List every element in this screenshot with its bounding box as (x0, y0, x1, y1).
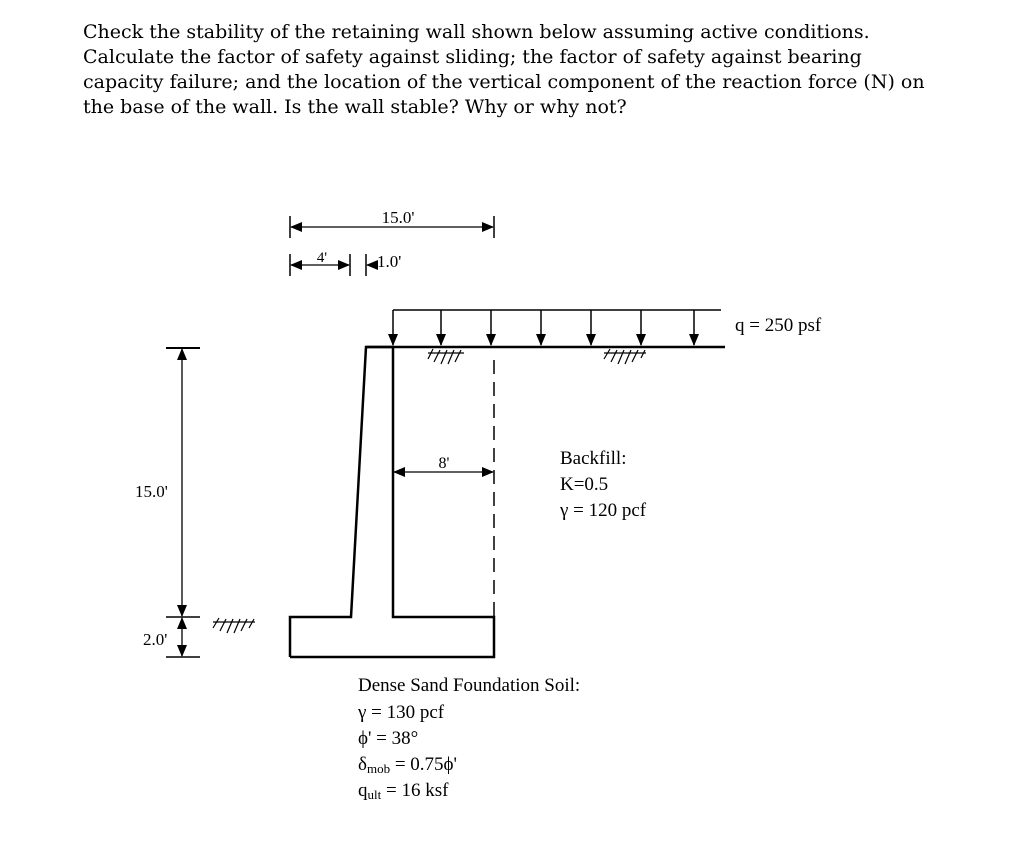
backfill-title: Backfill: (560, 448, 627, 469)
wall-height-dimension (135, 348, 200, 617)
foundation-delta: δmob = 0.75ϕ' (358, 754, 457, 776)
wall-height-label: 15.0' (135, 482, 168, 501)
stem-width-dimension (366, 252, 401, 276)
backfill-gamma: γ = 120 pcf (560, 500, 647, 521)
retaining-wall (290, 347, 494, 657)
foundation-title: Dense Sand Foundation Soil: (358, 675, 581, 696)
foundation-gamma: γ = 130 pcf (358, 702, 445, 723)
backfill-width-label: 8' (438, 455, 450, 472)
toe-width-label: 4' (316, 250, 328, 266)
base-thickness-dimension (143, 618, 200, 657)
stem-width-label: 1.0' (377, 252, 402, 271)
foundation-qult: qult = 16 ksf (358, 780, 449, 802)
base-width-label: 15.0' (381, 208, 415, 227)
backfill-k: K=0.5 (560, 474, 609, 495)
surcharge-load (393, 310, 721, 345)
toe-hatch (213, 618, 255, 633)
toe-width-dimension (290, 250, 350, 276)
surcharge-label: q = 250 psf (735, 315, 822, 336)
base-width-dimension (290, 208, 494, 238)
problem-statement: Check the stability of the retaining wall shown below assuming active conditions. Calculate the factor of safety against sliding; the factor of safety against bearing capacity failure; and the location of the vertical component of the reaction force (N) on the base of the wall. Is the wall stable? Why or why not? (83, 21, 925, 118)
foundation-phi: ϕ' = 38° (358, 728, 419, 749)
base-thickness-label: 2.0' (143, 630, 168, 649)
backfill-width-dimension (394, 455, 493, 472)
ground-hatch (428, 349, 646, 364)
